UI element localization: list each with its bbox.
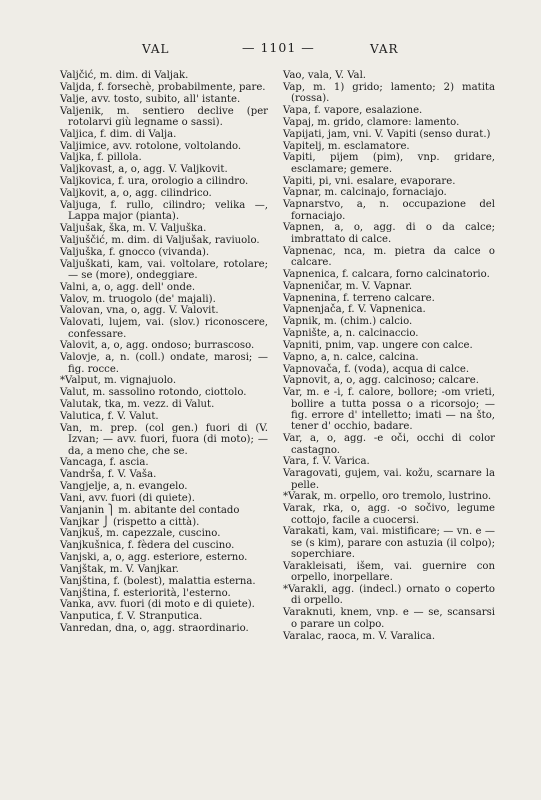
dictionary-entry: Valje, avv. tosto, subito, all' istante.: [60, 93, 241, 105]
dictionary-entry: Vapneničar, m. V. Vapnar.: [283, 280, 413, 292]
dictionary-entry: Valjkovica, f. ura, orologio a cilindro.: [60, 176, 249, 188]
dictionary-entry: Valjkovit, a, o, agg. cilindrico.: [60, 187, 212, 199]
dictionary-entry: Vapnar, m. calcinajo, fornaciajo.: [283, 187, 447, 199]
header-right-guide-word: VAR: [370, 42, 399, 56]
dictionary-entry: Vapnovit, a, o, agg. calcinoso; calcare.: [283, 375, 479, 387]
dictionary-entry: Vancaga, f. ascia.: [60, 457, 149, 469]
dictionary-entry: Vanjštak, m. V. Vanjkar.: [60, 563, 179, 575]
dictionary-entry: Vapnarstvo, a, n. occupazione del fornaciajo.: [283, 199, 495, 222]
dictionary-entry: Vapnenica, f. calcara, forno calcinatorio.: [283, 268, 490, 280]
dictionary-entry: Valjuška, f. gnocco (vivanda).: [60, 246, 210, 258]
dictionary-entry: Vanputica, f. V. Stranputica.: [60, 611, 203, 623]
right-column: [283, 70, 495, 642]
dictionary-entry: *Valput, m. vignajuolo.: [60, 375, 177, 387]
dictionary-entry: Valjica, f. dim. di Valja.: [60, 128, 177, 140]
dictionary-entry: Vanjkuš, m. capezzale, cuscino.: [60, 528, 221, 540]
dictionary-entry: Valjuškati, kam, vai. voltolare, rotolare; — se (more), ondeggiare.: [60, 258, 268, 281]
dictionary-entry: Valovan, vna, o, agg. V. Valovit.: [60, 305, 219, 317]
dictionary-entry: Valjkovast, a, o, agg. V. Valjkovit.: [60, 164, 228, 176]
dictionary-entry: Valovit, a, o, agg. ondoso; burrascoso.: [60, 340, 255, 352]
dictionary-entry: Varakati, kam, vai. mistificare; — vn. e — se (s kim), parare con astuzia (il colpo); soperchiare.: [283, 526, 495, 561]
dictionary-entry: Valjka, f. pillola.: [60, 152, 142, 164]
dictionary-entry: Vao, vala, V. Val.: [283, 70, 367, 81]
dictionary-entry: Vapiti, pijem (pim), vnp. gridare, esclamare; gemere.: [283, 152, 495, 175]
dictionary-entry: Var, a, o, agg. -e oči, occhi di color castagno.: [283, 433, 495, 456]
dictionary-entry: Valovje, a, n. (coll.) ondate, marosi; — fig. rocce.: [60, 352, 268, 375]
dictionary-entry: Vapnenina, f. terreno calcare.: [283, 292, 435, 304]
dictionary-entry: Varaknuti, knem, vnp. e — se, scansarsi o parare un colpo.: [283, 607, 495, 630]
dictionary-entry: Vanka, avv. fuori (di moto e di quiete).: [60, 599, 255, 611]
dictionary-entry: Varalac, raoca, m. V. Varalica.: [283, 630, 436, 642]
dictionary-entry: Vanjkar ⎭ (rispetto a città).: [60, 516, 200, 528]
dictionary-entry: Valutica, f. V. Valut.: [60, 410, 159, 422]
left-column: [60, 70, 268, 635]
dictionary-entry: Valutak, tka, m. vezz. di Valut.: [60, 399, 215, 411]
dictionary-entry: Varakleisati, išem, vai. guernire con orpello, inorpellare.: [283, 560, 495, 584]
dictionary-entry: Van, m. prep. (col gen.) fuori di (V. Izvan; — avv. fuori, fuora (di moto); — da, a meno che, che se.: [60, 422, 268, 457]
dictionary-entry: Vandrša, f. V. Vaša.: [60, 469, 157, 481]
dictionary-entry: Valjimice, avv. rotolone, voltolando.: [60, 140, 242, 152]
dictionary-entry: Vanjkušnica, f. fèdera del cuscino.: [60, 540, 235, 552]
dictionary-entry: Vani, avv. fuori (di quiete).: [60, 492, 195, 504]
dictionary-entry: Valjčić, m. dim. di Valjak.: [60, 70, 189, 81]
dictionary-entry: Vapnen, a, o, agg. di o da calce; imbrattato di calce.: [283, 222, 495, 245]
dictionary-entry: Vanjština, f. (bolest), malattia esterna.: [60, 575, 256, 587]
dictionary-entry: *Varak, m. orpello, oro tremolo, lustrino.: [283, 491, 492, 503]
dictionary-entry: Varak, rka, o, agg. -o sočivo, legume cottojo, facile a cuocersi.: [283, 503, 495, 526]
dictionary-entry: Vangjelje, a, n. evangelo.: [60, 481, 188, 493]
dictionary-entry: Vapniti, pnim, vap. ungere con calce.: [283, 339, 473, 351]
dictionary-entry: Vapijati, jam, vni. V. Vapiti (senso durat.): [283, 128, 491, 140]
dictionary-entry: Vapnenjača, f. V. Vapnenica.: [283, 304, 426, 316]
dictionary-entry: Vapnenac, nca, m. pietra da calce o calcare.: [283, 245, 495, 268]
dictionary-entry: Valni, a, o, agg. dell' onde.: [60, 281, 196, 293]
dictionary-entry: Valjenik, m. sentiero declive (per rotolarvi giù legname o sassi).: [60, 105, 268, 128]
dictionary-entry: Vapnište, a, n. calcinaccio.: [283, 328, 419, 340]
dictionary-entry: Vanjanin ⎫ m. abitante del contado: [60, 504, 240, 516]
dictionary-entry: Vapa, f. vapore, esalazione.: [283, 105, 423, 117]
dictionary-entry: Vapaj, m. grido, clamore: lamento.: [283, 116, 460, 128]
dictionary-entry: Vapnik, m. (chim.) calcio.: [283, 316, 413, 328]
page-number: — 1101 —: [242, 40, 315, 55]
dictionary-entry: Varagovati, gujem, vai. kožu, scarnare la pelle.: [283, 468, 495, 491]
dictionary-entry: Vap, m. 1) grido; lamento; 2) matita (rossa).: [283, 81, 495, 105]
dictionary-entry: Vapiti, pi, vni. esalare, evaporare.: [283, 175, 456, 187]
header-left-guide-word: VAL: [142, 42, 170, 56]
dictionary-entry: Valjuščić, m. dim. di Valjušak, raviuolo.: [60, 234, 260, 246]
dictionary-entry: Valov, m. truogolo (de' majali).: [60, 293, 216, 305]
dictionary-entry: Valut, m. sassolino rotondo, ciottolo.: [60, 387, 247, 399]
dictionary-entry: Vara, f. V. Varica.: [283, 456, 370, 468]
dictionary-entry: Vapno, a, n. calce, calcina.: [283, 351, 419, 363]
dictionary-entry: *Varakli, agg. (indecl.) ornato o coperto di orpello.: [283, 584, 495, 607]
dictionary-entry: Vanjski, a, o, agg. esteriore, esterno.: [60, 552, 248, 564]
dictionary-entry: Valjuga, f. rullo, cilindro; velika —, Lappa major (pianta).: [60, 199, 268, 223]
dictionary-entry: Valovati, lujem, vai. (slov.) riconoscere, confessare.: [60, 317, 268, 340]
dictionary-entry: Vapitelj, m. esclamatore.: [283, 140, 410, 152]
dictionary-entry: Vanjština, f. esteriorità, l'esterno.: [60, 587, 231, 599]
dictionary-entry: Vanredan, dna, o, agg. straordinario.: [60, 623, 249, 635]
dictionary-entry: Var, m. e -i, f. calore, bollore; -om vrieti, bollire a tutta possa o a ricorsojo; — fig. errore d' intelletto; imati — na što, tener d' occhio, badare.: [283, 387, 495, 433]
dictionary-entry: Valjda, f. forsechè, probabilmente, pare.: [60, 81, 266, 93]
dictionary-entry: Vapnovača, f. (voda), acqua di calce.: [283, 363, 470, 375]
dictionary-entry: Valjušak, ška, m. V. Valjuška.: [60, 222, 207, 234]
